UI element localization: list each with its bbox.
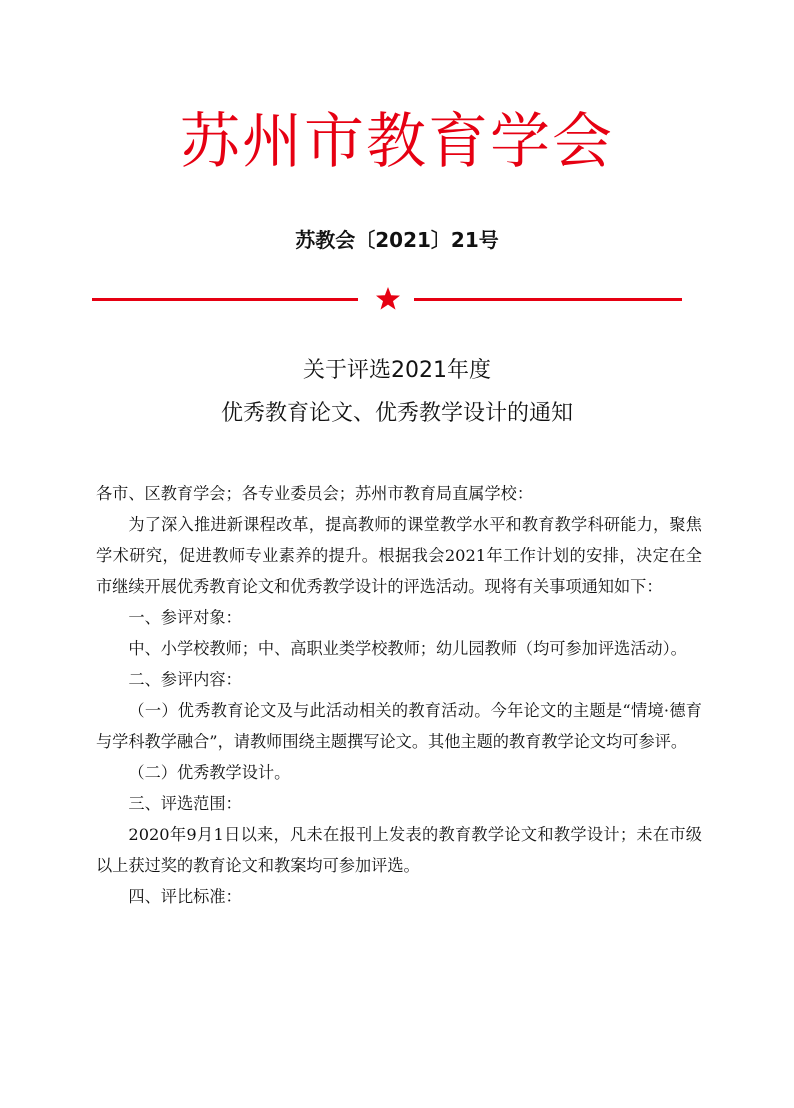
- salutation: 各市、区教育学会；各专业委员会；苏州市教育局直属学校：: [96, 484, 534, 503]
- divider-line-left: [92, 298, 358, 301]
- notice-body: [96, 478, 702, 912]
- scope-paragraph: 2020年9月1日以来，凡未在报刊上发表的教育教学论文和教学设计；未在市级以上获过奖的教育论文和教案均可参加评选。: [96, 825, 702, 875]
- content-item-designs: （二）优秀教学设计。: [128, 763, 291, 782]
- intro-paragraph: 为了深入推进新课程改革，提高教师的课堂教学水平和教育教学科研能力，聚焦学术研究，促进教师专业素养的提升。根据我会2021年工作计划的安排，决定在全市继续开展优秀教育论文和优秀教学设计的评选活动。现将有关事项通知如下：: [96, 515, 702, 596]
- participants-paragraph: 中、小学校教师；中、高职业类学校教师；幼儿园教师（均可参加评选活动）。: [128, 639, 687, 658]
- content-item-papers: （一）优秀教育论文及与此活动相关的教育活动。今年论文的主题是“情境·德育与学科教学融合”，请教师围绕主题撰写论文。其他主题的教育教学论文均可参评。: [96, 701, 702, 751]
- section-heading-content: 二、参评内容：: [128, 670, 242, 689]
- divider-line-right: [414, 298, 682, 301]
- notice-title-line-1: 关于评选2021年度: [303, 358, 491, 383]
- section-heading-criteria: 四、评比标准：: [128, 887, 242, 906]
- star-icon: [374, 285, 402, 313]
- section-heading-scope: 三、评选范围：: [128, 794, 242, 813]
- notice-title-line-2: 优秀教育论文、优秀教学设计的通知: [220, 401, 573, 426]
- section-heading-participants: 一、参评对象：: [128, 608, 242, 627]
- document-number: 苏教会〔2021〕21号: [295, 228, 499, 252]
- organization-title: 苏州市教育学会: [180, 107, 614, 177]
- red-header-divider: [92, 285, 682, 315]
